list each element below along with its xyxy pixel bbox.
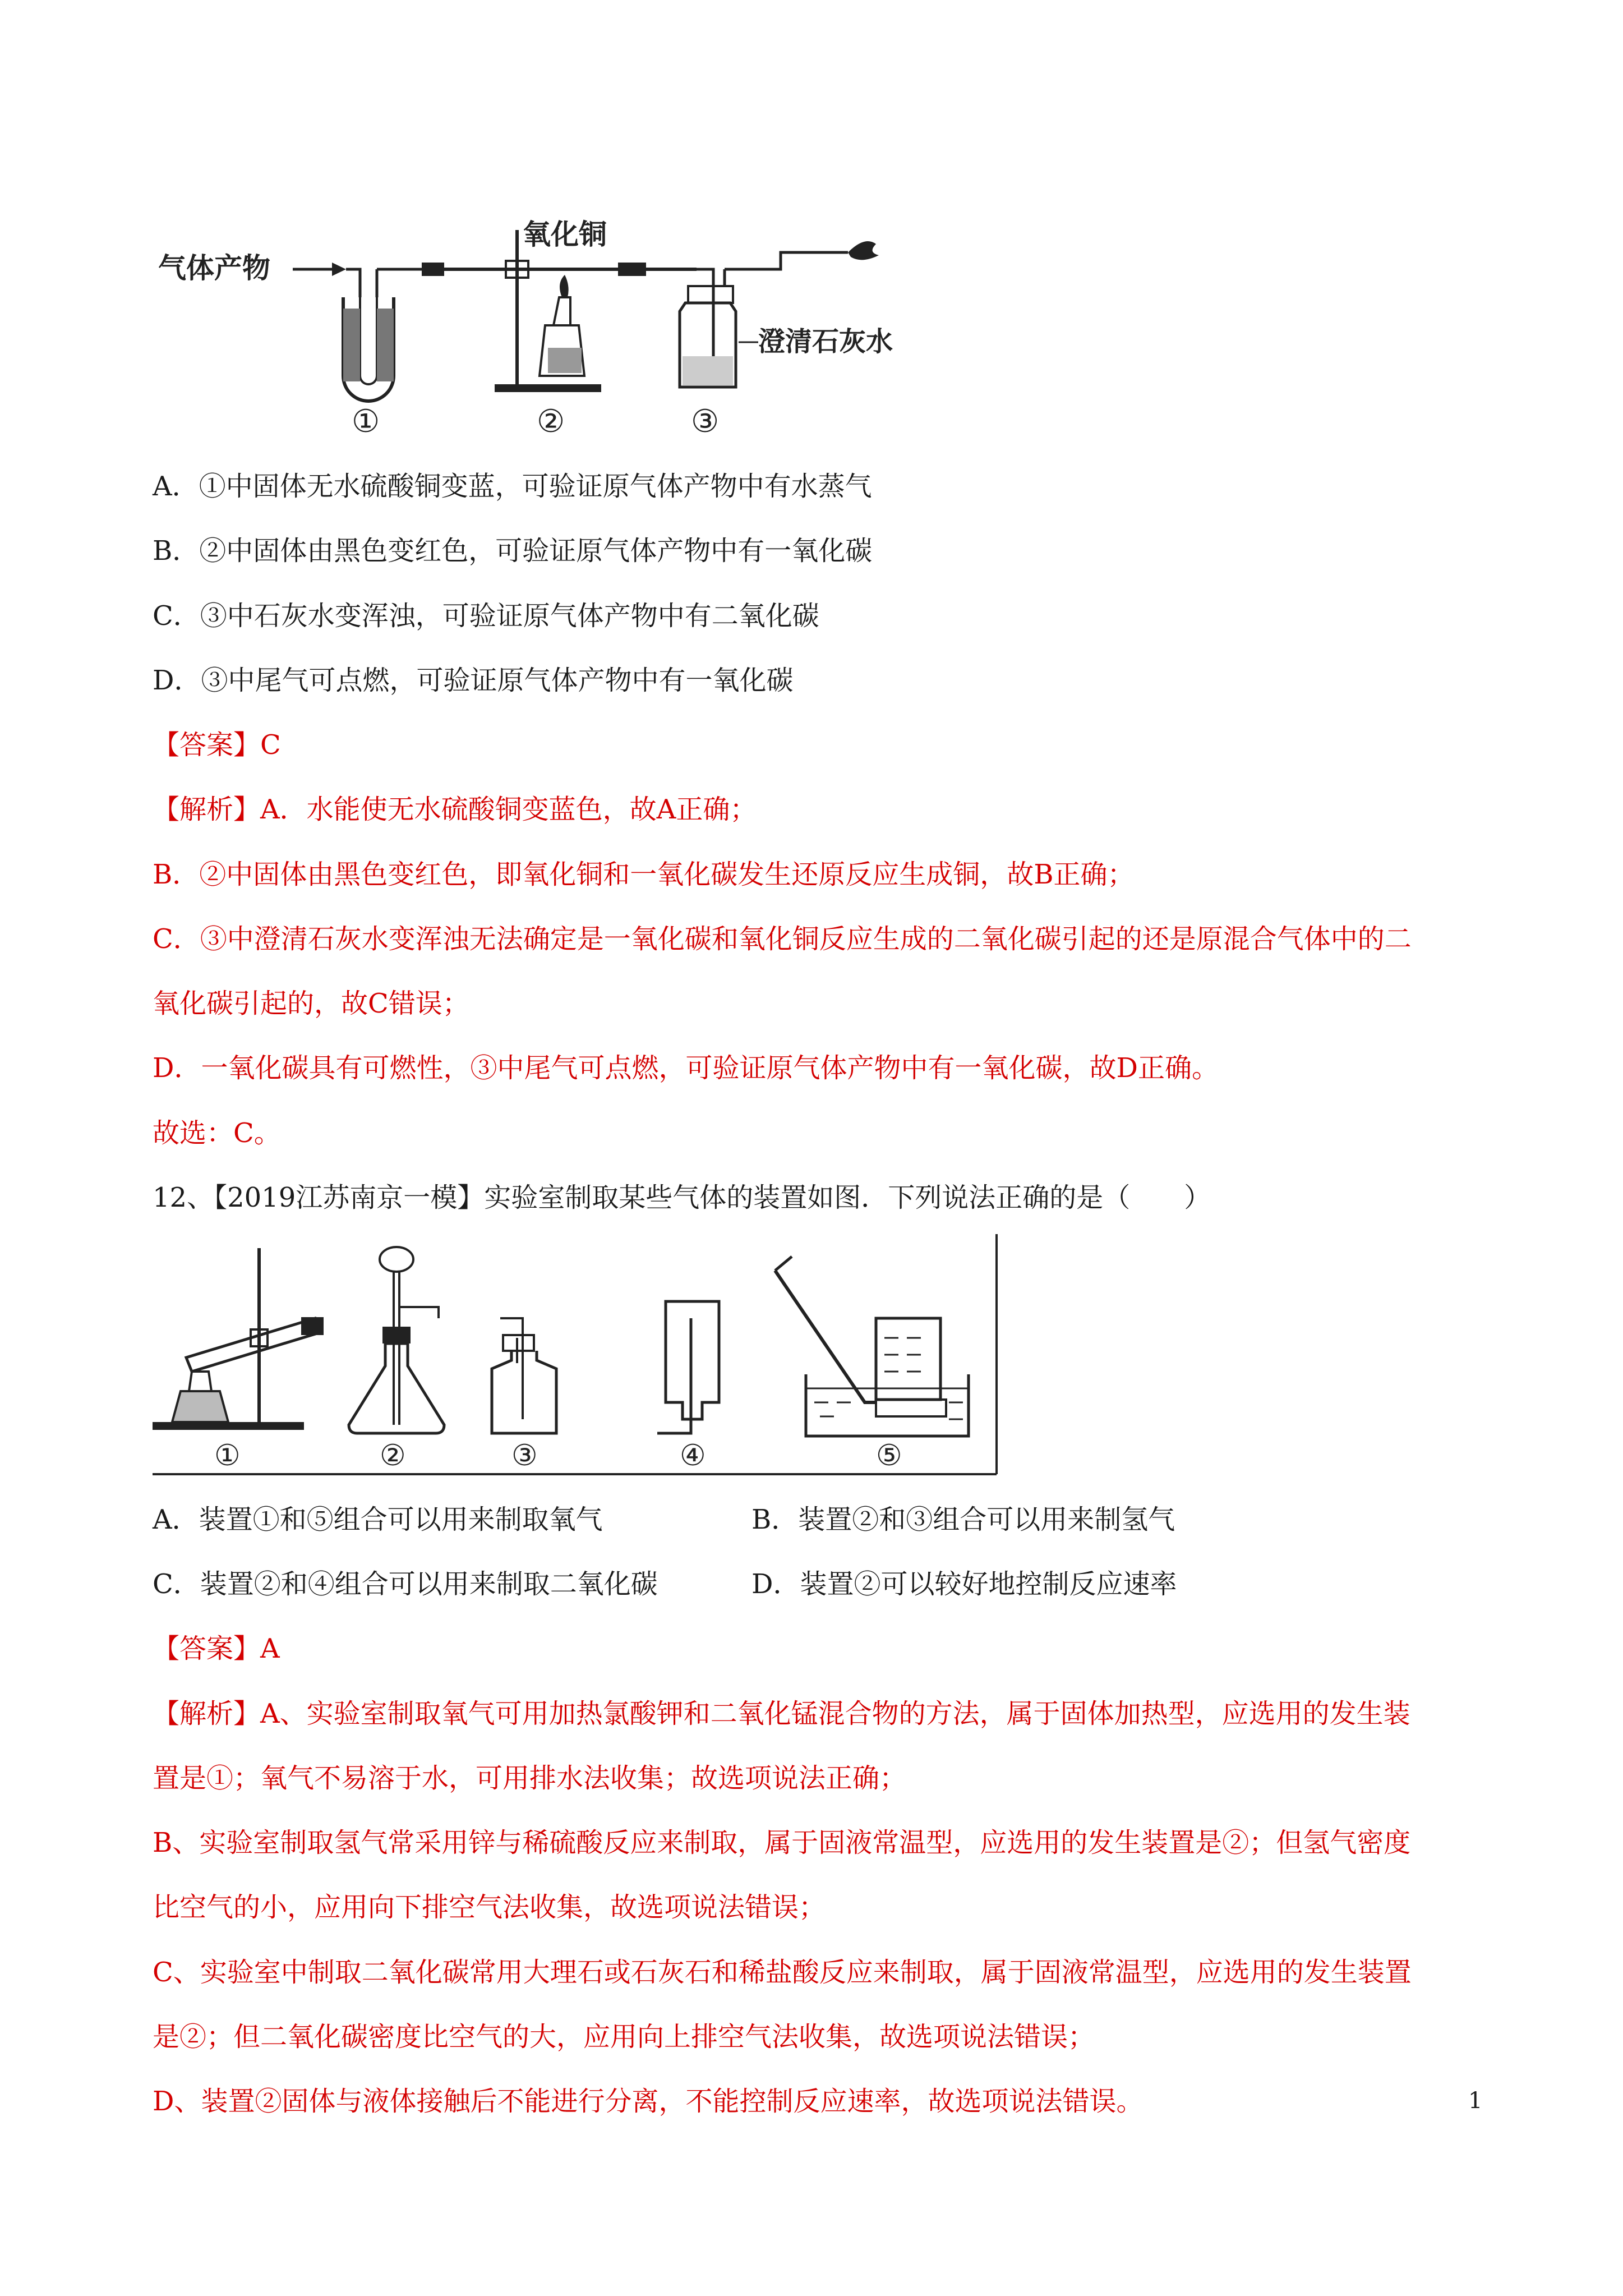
figure2-num-5: ⑤ xyxy=(876,1439,902,1473)
q12-option-c: C．装置②和④组合可以用来制取二氧化碳 xyxy=(153,1568,658,1600)
q11-analysis-text-1: A．水能使无水硫酸铜变蓝色，故A正确； xyxy=(260,794,757,825)
q12-options-row-2 xyxy=(153,1566,1177,1602)
q11-answer-value: C xyxy=(260,729,281,761)
q11-answer xyxy=(153,727,281,763)
figure2-num-3: ③ xyxy=(511,1439,538,1473)
q12-analysis-line-5: C、实验室中制取二氧化碳常用大理石或石灰石和稀盐酸反应来制取，属于固液常温型，应选用的发生装置 xyxy=(153,1957,1412,1988)
q11-answer-label: 【答案】 xyxy=(153,729,261,761)
q12-option-b: B．装置②和③组合可以用来制氢气 xyxy=(751,1504,1175,1535)
figure2-num-2: ② xyxy=(380,1439,406,1473)
q11-option-a: A．①中固体无水硫酸铜变蓝，可验证原气体产物中有水蒸气 xyxy=(153,471,872,502)
q11-analysis-label: 【解析】 xyxy=(153,794,261,825)
figure2-num-1: ① xyxy=(214,1439,241,1473)
q11-analysis-line-5: D．一氧化碳具有可燃性，③中尾气可点燃，可验证原气体产物中有一氧化碳，故D正确。 xyxy=(153,1052,1219,1084)
q12-analysis-line-7: D、装置②固体与液体接触后不能进行分离，不能控制反应速率，故选项说法错误。 xyxy=(153,2086,1144,2117)
q12-analysis-label: 【解析】 xyxy=(153,1698,261,1729)
figure1-num-2: ② xyxy=(537,403,565,440)
q11-analysis-line-3: C．③中澄清石灰水变浑浊无法确定是一氧化碳和氧化铜反应生成的二氧化碳引起的还是原混合气体中的二 xyxy=(153,923,1412,955)
apparatus-figure-2 xyxy=(153,1234,999,1481)
label-limewater: 澄清石灰水 xyxy=(758,326,893,357)
label-copper-oxide: 氧化铜 xyxy=(523,218,607,251)
q11-option-b: B．②中固体由黑色变红色，可验证原气体产物中有一氧化碳 xyxy=(153,535,873,567)
q12-answer xyxy=(153,1631,280,1667)
q11-option-c: C．③中石灰水变浑浊，可验证原气体产物中有二氧化碳 xyxy=(153,600,819,632)
figure1-num-1: ① xyxy=(352,403,380,440)
q12-answer-label: 【答案】 xyxy=(153,1633,261,1664)
apparatus-figure-1 xyxy=(153,213,938,449)
q12-analysis-line-2: 置是①；氧气不易溶于水，可用排水法收集；故选项说法正确； xyxy=(153,1763,907,1794)
q12-answer-value: A xyxy=(260,1633,280,1664)
figure1-num-3: ③ xyxy=(691,403,720,440)
q11-analysis-line-2: B．②中固体由黑色变红色，即氧化铜和一氧化碳发生还原反应生成铜，故B正确； xyxy=(153,859,1135,890)
q12-analysis-line-4: 比空气的小，应用向下排空气法收集，故选项说法错误； xyxy=(153,1892,826,1923)
q12-analysis-text-1: A、实验室制取氧气可用加热氯酸钾和二氧化锰混合物的方法，属于固体加热型，应选用的发生装 xyxy=(260,1698,1410,1729)
q11-analysis-line-1 xyxy=(153,792,757,827)
page-number: 1 xyxy=(1468,2088,1483,2114)
q12-options-row-1 xyxy=(153,1502,1175,1538)
q12-stem: 12、【2019江苏南京一模】实验室制取某些气体的装置如图．下列说法正确的是（ ） xyxy=(153,1182,1211,1213)
figure2-num-4: ④ xyxy=(680,1439,706,1473)
q12-analysis-line-1 xyxy=(153,1696,1410,1732)
q11-option-d: D．③中尾气可点燃，可验证原气体产物中有一氧化碳 xyxy=(153,665,794,696)
q11-analysis-line-6: 故选：C。 xyxy=(153,1117,281,1149)
label-gas-product: 气体产物 xyxy=(158,252,270,284)
q12-analysis-line-6: 是②；但二氧化碳密度比空气的大，应用向上排空气法收集，故选项说法错误； xyxy=(153,2021,1095,2053)
q11-analysis-line-4: 氧化碳引起的，故C错误； xyxy=(153,988,469,1019)
q12-option-a: A．装置①和⑤组合可以用来制取氧气 xyxy=(153,1504,603,1535)
q12-option-d: D．装置②可以较好地控制反应速率 xyxy=(751,1568,1177,1600)
q12-analysis-line-3: B、实验室制取氢气常采用锌与稀硫酸反应来制取，属于固液常温型，应选用的发生装置是②；但氢气密度 xyxy=(153,1827,1411,1858)
